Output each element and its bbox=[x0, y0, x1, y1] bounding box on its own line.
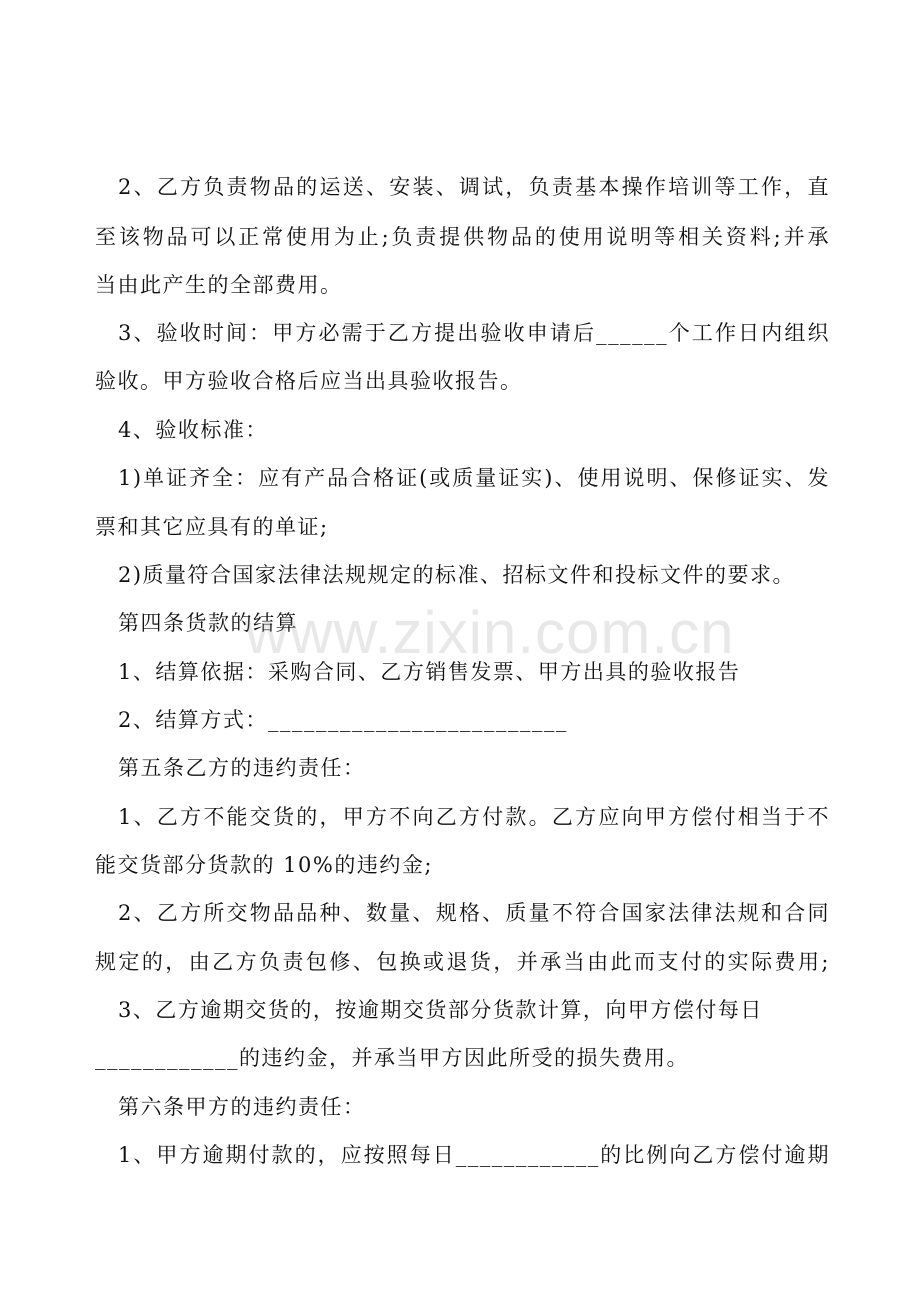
watermark: www.zixin.com.cn bbox=[245, 599, 735, 666]
paragraph-line: 规定的，由乙方负责包修、包换或退货，并承当由此而支付的实际费用; bbox=[95, 950, 830, 974]
paragraph-line: 1、乙方不能交货的，甲方不向乙方付款。乙方应向甲方偿付相当于不 bbox=[118, 805, 830, 829]
section-heading: 第五条乙方的违约责任： bbox=[118, 756, 366, 780]
paragraph-line: 4、验收标准： bbox=[118, 418, 268, 442]
paragraph-line: 1、结算依据：采购合同、乙方销售发票、甲方出具的验收报告 bbox=[118, 660, 741, 684]
paragraph-line: 2)质量符合国家法律法规规定的标准、招标文件和投标文件的要求。 bbox=[118, 563, 796, 587]
paragraph-line: 3、验收时间：甲方必需于乙方提出验收申请后______个工作日内组织 bbox=[118, 321, 830, 345]
section-heading: 第六条甲方的违约责任： bbox=[118, 1095, 366, 1119]
paragraph-line: 2、结算方式：_________________________ bbox=[118, 708, 568, 732]
paragraph-line: 1、甲方逾期付款的，应按照每日____________的比例向乙方偿付逾期 bbox=[118, 1143, 830, 1167]
paragraph-line: 验收。甲方验收合格后应当出具验收报告。 bbox=[95, 369, 523, 393]
paragraph-line: 1)单证齐全：应有产品合格证(或质量证实)、使用说明、保修证实、发 bbox=[118, 466, 830, 490]
paragraph-line: ____________的违约金，并承当甲方因此所受的损失费用。 bbox=[95, 1046, 689, 1070]
paragraph-line: 2、乙方所交物品品种、数量、规格、质量不符合国家法律法规和合同 bbox=[118, 901, 830, 925]
paragraph-line: 票和其它应具有的单证; bbox=[95, 515, 329, 539]
section-heading: 第四条货款的结算 bbox=[118, 611, 298, 635]
paragraph-line: 当由此产生的全部费用。 bbox=[95, 273, 343, 297]
paragraph-line: 2、乙方负责物品的运送、安装、调试，负责基本操作培训等工作，直 bbox=[118, 175, 830, 199]
paragraph-line: 3、乙方逾期交货的，按逾期交货部分货款计算，向甲方偿付每日 bbox=[118, 998, 763, 1022]
paragraph-line: 至该物品可以正常使用为止;负责提供物品的使用说明等相关资料;并承 bbox=[95, 225, 830, 249]
paragraph-line: 能交货部分货款的 10%的违约金; bbox=[95, 853, 433, 877]
